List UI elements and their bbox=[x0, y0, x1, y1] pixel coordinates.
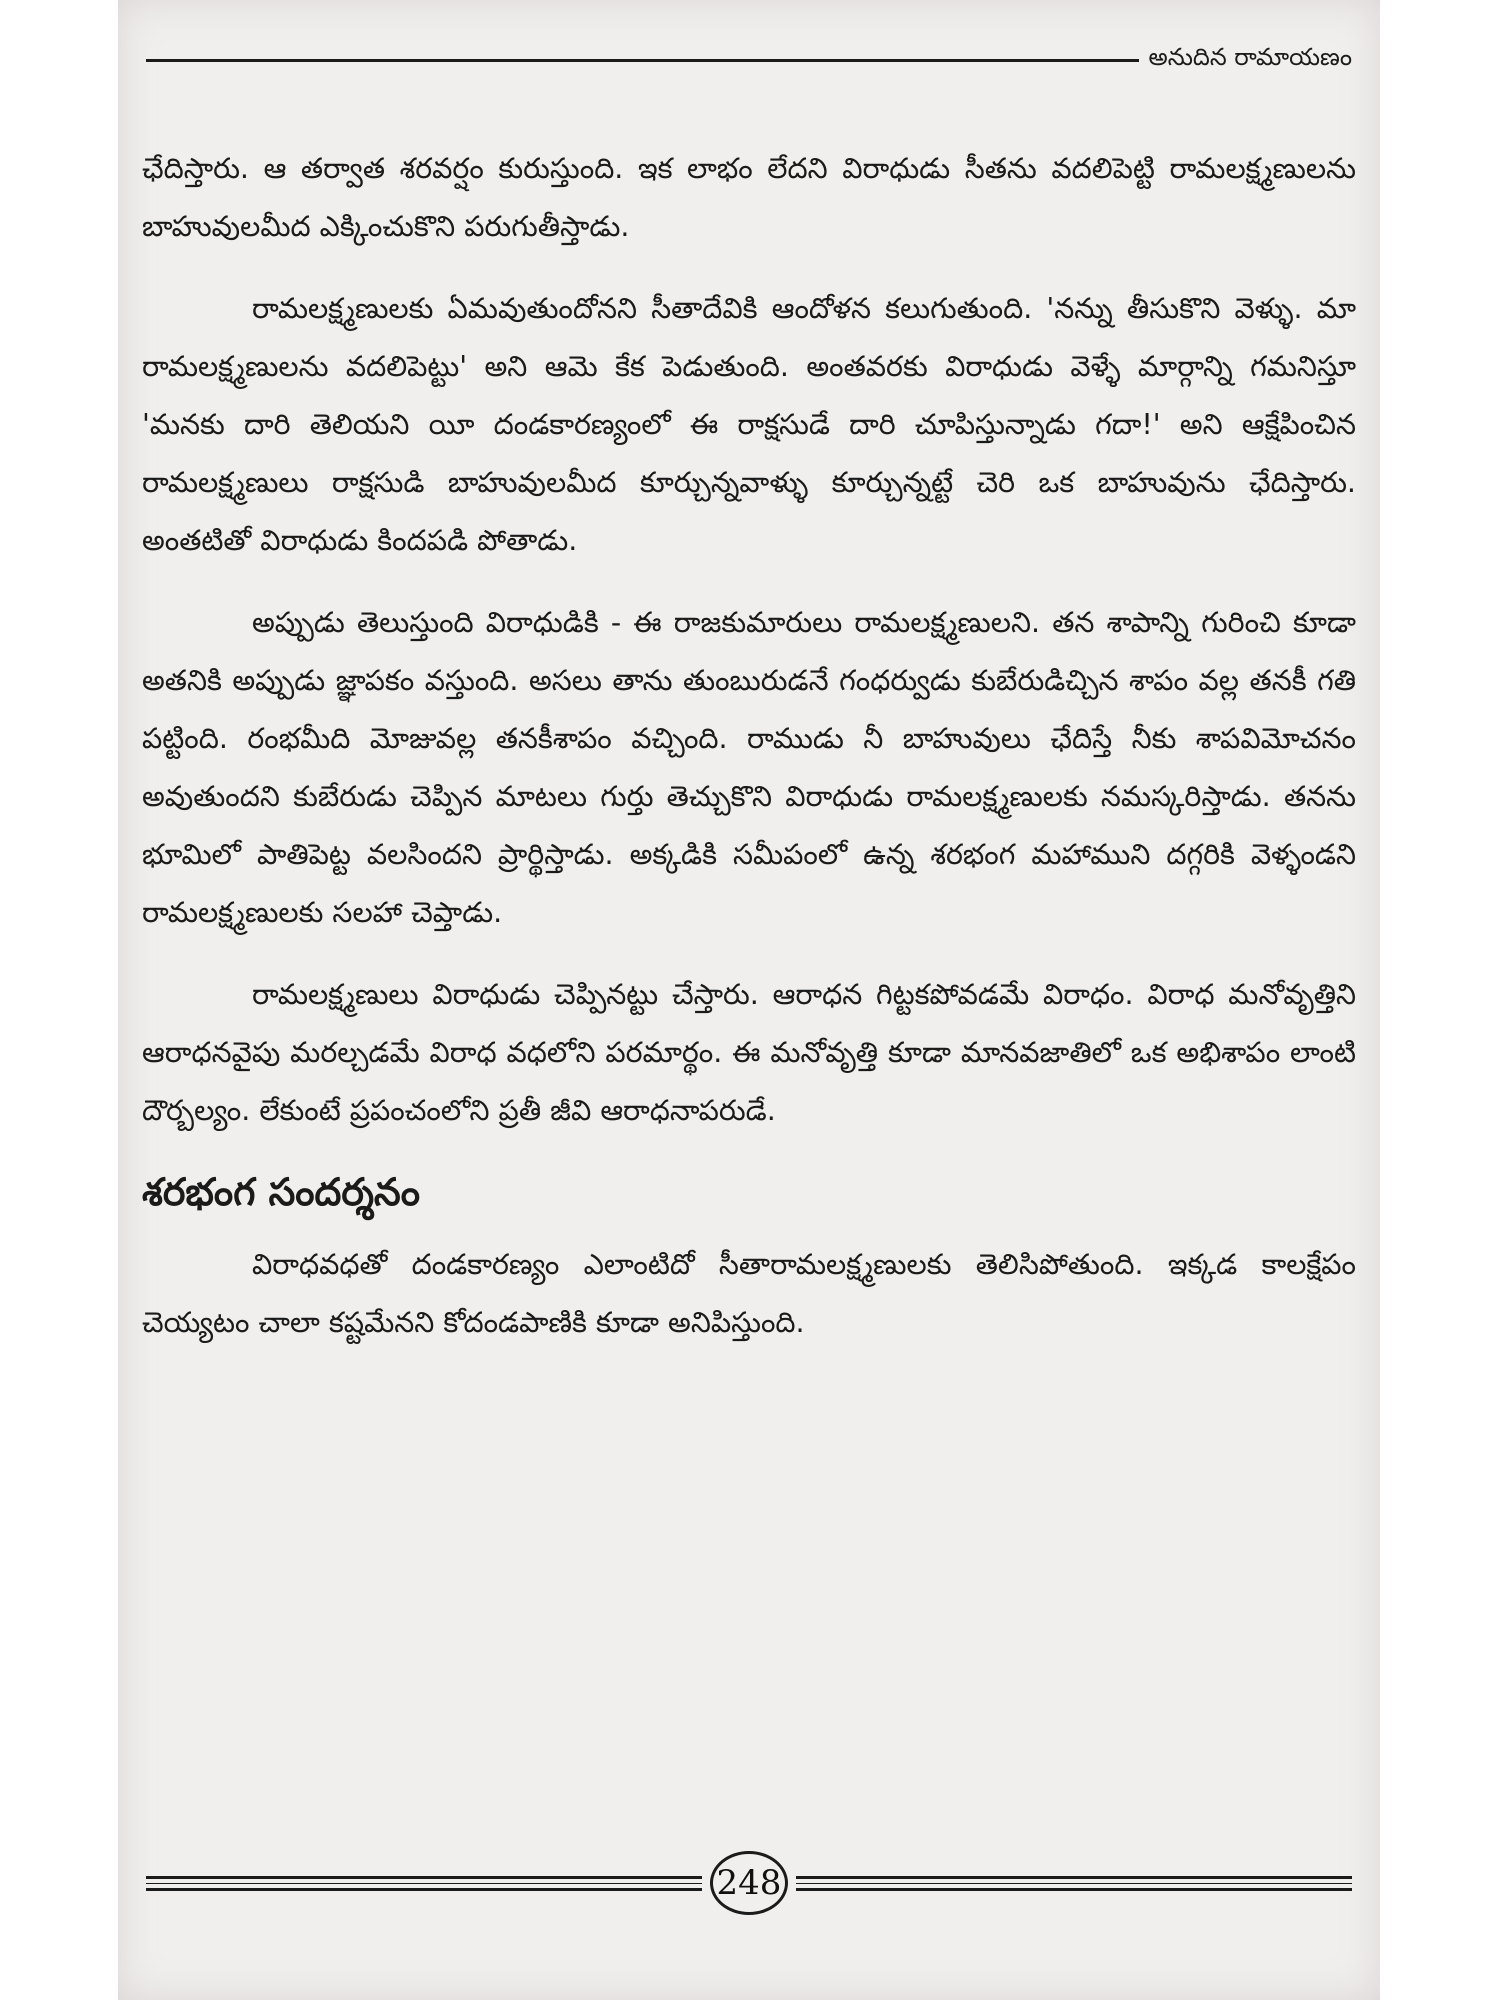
running-header bbox=[146, 40, 1352, 80]
section-heading: శరభంగ సందర్శనం bbox=[142, 1170, 420, 1214]
book-page bbox=[118, 0, 1380, 2000]
section-paragraph: విరాధవధతో దండకారణ్యం ఎలాంటిదో సీతారామలక్ష్మణులకు తెలిసిపోతుంది. ఇక్కడ కాలక్షేపం చెయ్యటం చాలా కష్టమేనని కోదండపాణికి కూడా అనిపిస్తుంది. bbox=[142, 1248, 1356, 1339]
page-body bbox=[142, 140, 1356, 1376]
footer-rule-left bbox=[146, 1876, 702, 1891]
page-footer bbox=[146, 1848, 1352, 1918]
footer-rule-right bbox=[796, 1876, 1352, 1891]
page-number: 248 bbox=[710, 1851, 788, 1915]
paragraph-1: ఛేదిస్తారు. ఆ తర్వాత శరవర్షం కురుస్తుంది. ఇక లాభం లేదని విరాధుడు సీతను వదలిపెట్టి రామలక్ష్మణులను బాహువులమీద ఎక్కించుకొని పరుగుతీస్తాడు. bbox=[142, 152, 1356, 243]
paragraph-4: రామలక్ష్మణులు విరాధుడు చెప్పినట్టు చేస్తారు. ఆరాధన గిట్టకపోవడమే విరాధం. విరాధ మనోవృత్తిని ఆరాధనవైపు మరల్చడమే విరాధ వధలోని పరమార్థం. ఈ మనోవృత్తి కూడా మానవజాతిలో ఒక అభిశాపం లాంటి దౌర్బల్యం. లేకుంటే ప్రపంచంలోని ప్రతీ జీవి ఆరాధనాపరుడే. bbox=[142, 978, 1356, 1127]
paragraph-2: రామలక్ష్మణులకు ఏమవుతుందోనని సీతాదేవికి ఆందోళన కలుగుతుంది. 'నన్ను తీసుకొని వెళ్ళు. మా రామలక్ష్మణులను వదలిపెట్టు' అని ఆమె కేక పెడుతుంది. అంతవరకు విరాధుడు వెళ్ళే మార్గాన్ని గమనిస్తూ 'మనకు దారి తెలియని యీ దండకారణ్యంలో ఈ రాక్షసుడే దారి చూపిస్తున్నాడు గదా!' అని ఆక్షేపించిన రామలక్ష్మణులు రాక్షసుడి బాహువులమీద కూర్చున్నవాళ్ళు కూర్చున్నట్టే చెరి ఒక బాహువును ఛేదిస్తారు. అంతటితో విరాధుడు కిందపడి పోతాడు. bbox=[142, 292, 1356, 557]
book-title: అనుదిన రామాయణం bbox=[1148, 43, 1352, 71]
paragraph-3: అప్పుడు తెలుస్తుంది విరాధుడికి - ఈ రాజకుమారులు రామలక్ష్మణులని. తన శాపాన్ని గురించి కూడా అతనికి అప్పుడు జ్ఞాపకం వస్తుంది. అసలు తాను తుంబురుడనే గంధర్వుడు కుబేరుడిచ్చిన శాపం వల్ల తనకీ గతి పట్టింది. రంభమీది మోజువల్ల తనకీశాపం వచ్చింది. రాముడు నీ బాహువులు ఛేదిస్తే నీకు శాపవిమోచనం అవుతుందని కుబేరుడు చెప్పిన మాటలు గుర్తు తెచ్చుకొని విరాధుడు రామలక్ష్మణులకు నమస్కరిస్తాడు. తనను భూమిలో పాతిపెట్ట వలసిందని ప్రార్థిస్తాడు. అక్కడికి సమీపంలో ఉన్న శరభంగ మహాముని దగ్గరికి వెళ్ళండని రామలక్ష్మణులకు సలహా చెప్తాడు. bbox=[142, 606, 1356, 929]
header-rule bbox=[146, 59, 1139, 62]
